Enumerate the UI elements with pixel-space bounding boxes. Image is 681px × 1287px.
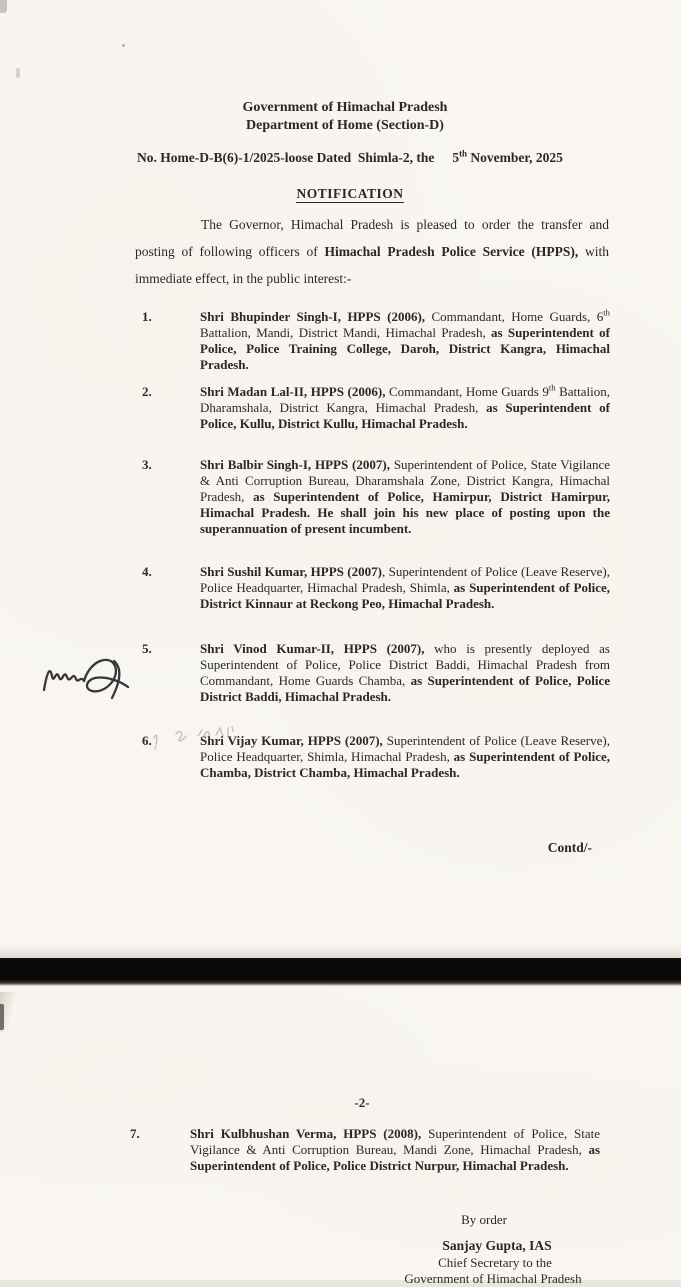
scan-corner-smudge bbox=[0, 992, 16, 1032]
list-item-text: Shri Bhupinder Singh-I, HPPS (2006), Commandant, Home Guards, 6th Battalion, Mandi, District Mandi, Himachal Pradesh, as Superintendent of Police, Police Training College, Daroh, District Kangra, Himachal Pradesh. bbox=[200, 307, 610, 372]
reference-line bbox=[137, 150, 563, 166]
page-break-band bbox=[0, 958, 681, 986]
list-item-text: Shri Kulbhushan Verma, HPPS (2008), Superintendent of Police, State Vigilance & Anti Corruption Bureau, Mandi Zone, Himachal Pradesh, as Superintendent of Police, Police District Nurpur, Himachal Pradesh. bbox=[190, 1126, 600, 1173]
list-item-number: 2. bbox=[142, 384, 152, 399]
date-ordinal: th bbox=[459, 148, 468, 159]
transfer-list bbox=[142, 309, 610, 792]
notification-title: NOTIFICATION bbox=[296, 186, 404, 201]
handwritten-signature bbox=[40, 652, 152, 704]
list-item-number: 6. bbox=[142, 733, 152, 748]
page-number: -2- bbox=[354, 1095, 370, 1110]
date-day: 5 bbox=[452, 150, 460, 165]
list-item-number: 4. bbox=[142, 564, 152, 579]
scan-speck bbox=[16, 68, 20, 78]
list-item-number: 3. bbox=[142, 457, 152, 472]
signatory-title-line2: Government of Himachal Pradesh bbox=[404, 1271, 582, 1286]
signatory-title-line1: Chief Secretary to the bbox=[438, 1255, 552, 1270]
list-item-number: 7. bbox=[130, 1126, 140, 1141]
list-item-number: 1. bbox=[142, 309, 152, 324]
scanned-page-2 bbox=[0, 986, 681, 1286]
scan-edge-artifact bbox=[0, 1004, 4, 1030]
transfer-list-continued bbox=[130, 1126, 598, 1185]
list-item-text: Shri Madan Lal-II, HPPS (2006), Commandant, Home Guards 9th Battalion, Dharamshala, District Kangra, Himachal Pradesh, as Superintendent of Police, Kullu, District Kullu, Himachal Pradesh. bbox=[200, 382, 610, 431]
document-header bbox=[60, 99, 630, 134]
scan-speck bbox=[122, 44, 125, 47]
signatory-name: Sanjay Gupta, IAS bbox=[442, 1238, 552, 1253]
scan-edge-artifact bbox=[0, 0, 7, 13]
list-item-text: Shri Sushil Kumar, HPPS (2007), Superintendent of Police (Leave Reserve), Police Headquarter, Himachal Pradesh, Shimla, as Superintendent of Police, District Kinnaur at Reckong Peo, Himachal Pradesh. bbox=[200, 564, 610, 611]
issuing-authority: Government of Himachal Pradesh bbox=[242, 100, 448, 115]
list-item-text: Shri Balbir Singh-I, HPPS (2007), Superintendent of Police, State Vigilance & Anti Corruption Bureau, Dharamshala Zone, District Kangra, Himachal Pradesh, as Superintendent of Police, Hamirpur, District Hamirpur, Himachal Pradesh. He shall join his new place of posting upon the superannuation of present incumbent. bbox=[200, 457, 610, 536]
list-item bbox=[142, 564, 610, 612]
list-item-text: Shri Vijay Kumar, HPPS (2007), Superintendent of Police (Leave Reserve), Police Headquarter, Shimla, Himachal Pradesh, as Superintendent of Police, Chamba, District Chamba, Himachal Pradesh. bbox=[200, 733, 610, 780]
list-item-text: Shri Vinod Kumar-II, HPPS (2007), who is presently deployed as Superintendent of Police, Police District Baddi, Himachal Pradesh from Commandant, Home Guards Chamba, as Superintendent of Police, Police District Baddi, Himachal Pradesh. bbox=[200, 641, 610, 704]
date-month-year: November, 2025 bbox=[467, 150, 563, 165]
reference-number: No. Home-D-B(6)-1/2025-loose Dated Shimla-2, the bbox=[137, 150, 435, 165]
list-item bbox=[142, 641, 610, 705]
continuation-mark: Contd/- bbox=[547, 840, 592, 855]
by-order-text: By order bbox=[461, 1212, 507, 1227]
list-item bbox=[142, 384, 610, 432]
list-item bbox=[142, 457, 610, 537]
list-item bbox=[130, 1126, 598, 1174]
issuing-department: Department of Home (Section-D) bbox=[246, 117, 444, 133]
list-item-number: 5. bbox=[142, 641, 152, 656]
pencil-annotation bbox=[146, 722, 256, 752]
list-item bbox=[142, 309, 610, 373]
intro-paragraph: The Governor, Himachal Pradesh is pleased to order the transfer and posting of following officers of Himachal Pradesh Police Service (HPPS), with immediate effect, in the public interest:- bbox=[135, 217, 609, 286]
